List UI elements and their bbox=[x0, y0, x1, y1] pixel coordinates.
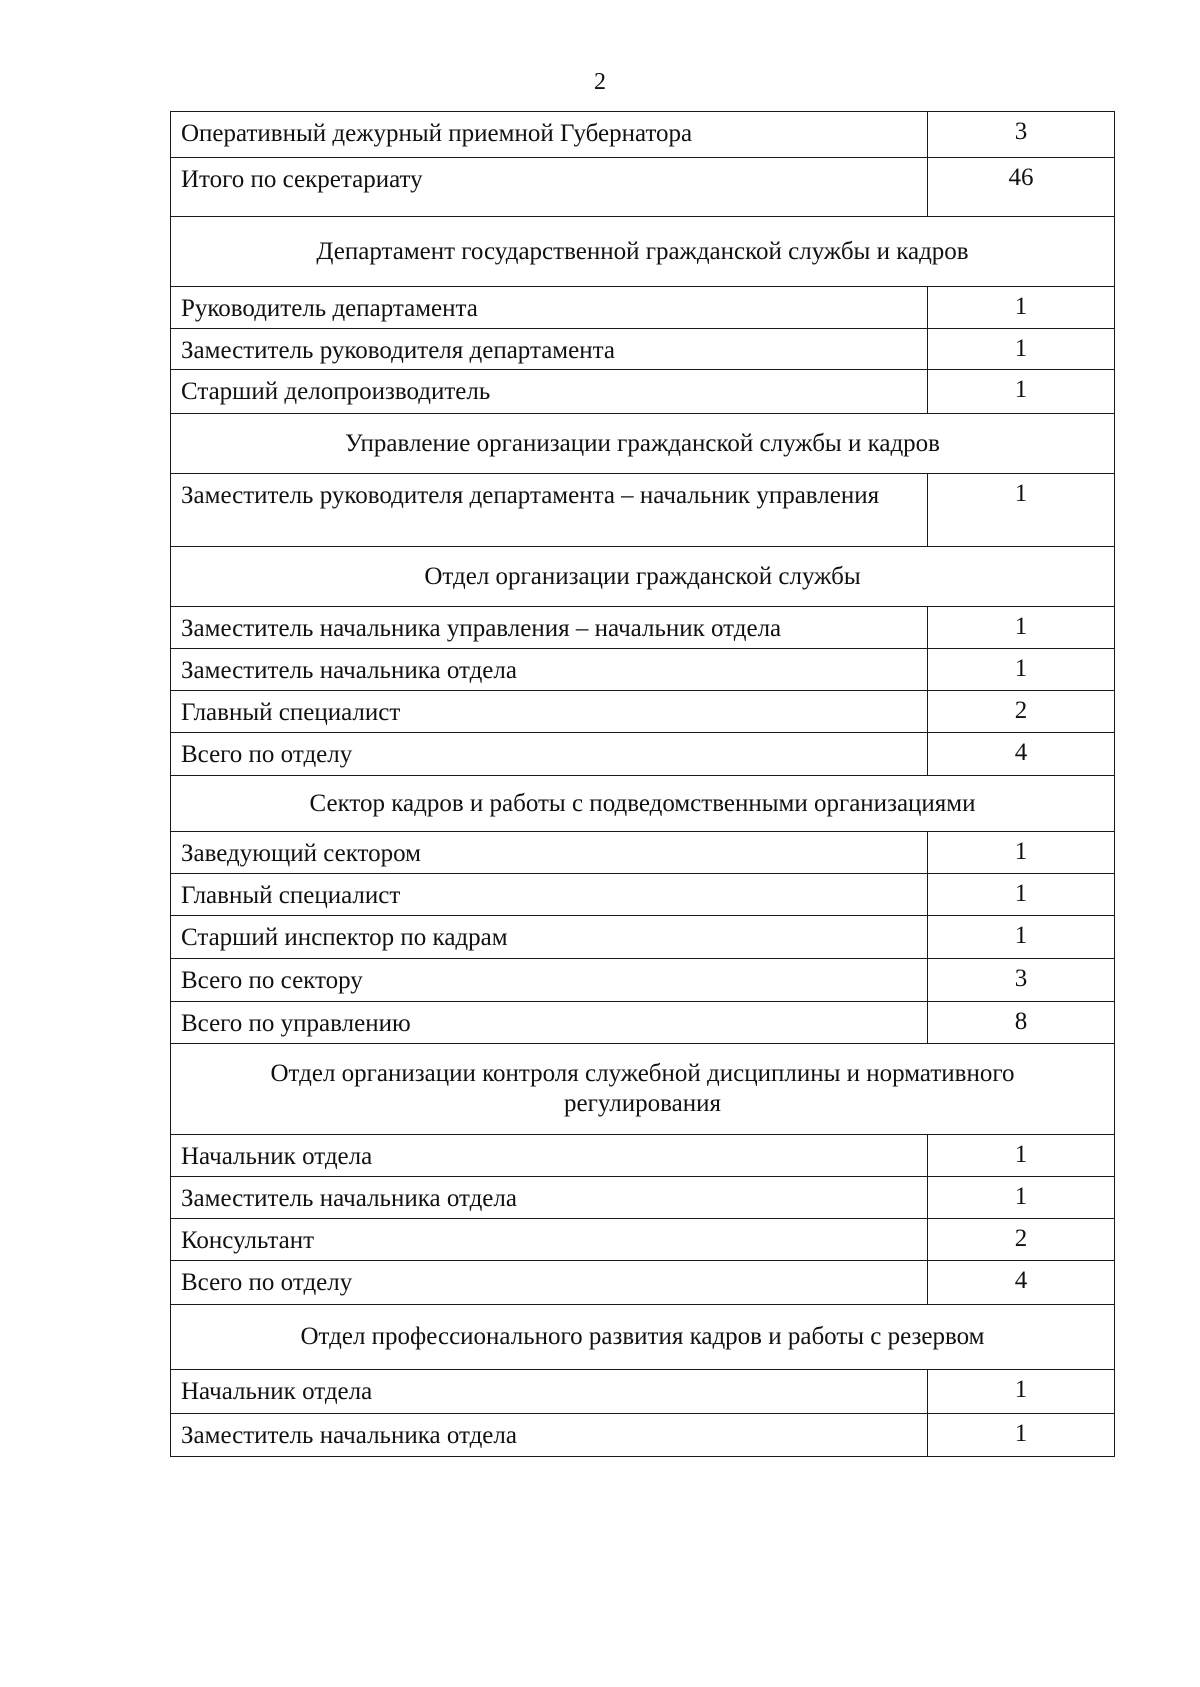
table-row bbox=[171, 474, 1115, 547]
staff-count: 1 bbox=[928, 287, 1115, 329]
staff-count: 1 bbox=[928, 1135, 1115, 1177]
section-header-row bbox=[171, 547, 1115, 607]
position-name: Главный специалист bbox=[171, 874, 928, 916]
position-name: Главный специалист bbox=[171, 691, 928, 733]
table-row bbox=[171, 733, 1115, 776]
position-name: Заместитель начальника отдела bbox=[171, 1414, 928, 1457]
table-row bbox=[171, 1135, 1115, 1177]
table-row bbox=[171, 607, 1115, 649]
position-name: Старший делопроизводитель bbox=[171, 370, 928, 414]
position-name: Оперативный дежурный приемной Губернатора bbox=[171, 112, 928, 158]
table-row bbox=[171, 1177, 1115, 1219]
section-title: Отдел профессионального развития кадров и работы с резервом bbox=[171, 1305, 1115, 1370]
section-title: Отдел организации контроля служебной дисциплины и нормативного регулирования bbox=[171, 1044, 1115, 1135]
staff-count: 2 bbox=[928, 691, 1115, 733]
section-title: Департамент государственной гражданской службы и кадров bbox=[171, 217, 1115, 287]
staff-count: 3 bbox=[928, 959, 1115, 1002]
staff-count: 1 bbox=[928, 1370, 1115, 1414]
staffing-table-body bbox=[171, 112, 1115, 1457]
position-name: Заместитель начальника отдела bbox=[171, 649, 928, 691]
page-number: 2 bbox=[594, 69, 606, 95]
position-name: Всего по отделу bbox=[171, 733, 928, 776]
section-header-row bbox=[171, 414, 1115, 474]
table-row bbox=[171, 916, 1115, 959]
staff-count: 4 bbox=[928, 1261, 1115, 1305]
position-name: Начальник отдела bbox=[171, 1370, 928, 1414]
position-name: Заместитель начальника отдела bbox=[171, 1177, 928, 1219]
staff-count: 3 bbox=[928, 112, 1115, 158]
staff-count: 46 bbox=[928, 158, 1115, 217]
table-row bbox=[171, 158, 1115, 217]
section-header-row bbox=[171, 776, 1115, 832]
position-name: Руководитель департамента bbox=[171, 287, 928, 329]
position-name: Заместитель руководителя департамента bbox=[171, 329, 928, 370]
position-name: Старший инспектор по кадрам bbox=[171, 916, 928, 959]
table-row bbox=[171, 1414, 1115, 1457]
table-row bbox=[171, 1261, 1115, 1305]
position-name: Заместитель начальника управления – начальник отдела bbox=[171, 607, 928, 649]
table-row bbox=[171, 874, 1115, 916]
section-title: Отдел организации гражданской службы bbox=[171, 547, 1115, 607]
position-name: Заместитель руководителя департамента – начальник управления bbox=[171, 474, 928, 547]
table-row bbox=[171, 287, 1115, 329]
staff-count: 8 bbox=[928, 1002, 1115, 1044]
position-name: Консультант bbox=[171, 1219, 928, 1261]
staffing-table bbox=[170, 111, 1115, 1457]
position-name: Итого по секретариату bbox=[171, 158, 928, 217]
staff-count: 1 bbox=[928, 370, 1115, 414]
staff-count: 1 bbox=[928, 649, 1115, 691]
table-row bbox=[171, 1370, 1115, 1414]
section-title: Сектор кадров и работы с подведомственными организациями bbox=[171, 776, 1115, 832]
staff-count: 1 bbox=[928, 1414, 1115, 1457]
staff-count: 2 bbox=[928, 1219, 1115, 1261]
section-header-row bbox=[171, 1305, 1115, 1370]
section-header-row bbox=[171, 217, 1115, 287]
staff-count: 1 bbox=[928, 607, 1115, 649]
position-name: Всего по управлению bbox=[171, 1002, 928, 1044]
staff-count: 4 bbox=[928, 733, 1115, 776]
table-row bbox=[171, 1219, 1115, 1261]
position-name: Всего по сектору bbox=[171, 959, 928, 1002]
table-row bbox=[171, 1002, 1115, 1044]
section-title: Управление организации гражданской службы и кадров bbox=[171, 414, 1115, 474]
staff-count: 1 bbox=[928, 1177, 1115, 1219]
table-row bbox=[171, 832, 1115, 874]
staff-count: 1 bbox=[928, 474, 1115, 547]
table-row bbox=[171, 959, 1115, 1002]
staff-count: 1 bbox=[928, 329, 1115, 370]
table-row bbox=[171, 649, 1115, 691]
staff-count: 1 bbox=[928, 832, 1115, 874]
table-row bbox=[171, 691, 1115, 733]
table-row bbox=[171, 370, 1115, 414]
section-header-row bbox=[171, 1044, 1115, 1135]
table-row bbox=[171, 329, 1115, 370]
position-name: Начальник отдела bbox=[171, 1135, 928, 1177]
position-name: Заведующий сектором bbox=[171, 832, 928, 874]
staff-count: 1 bbox=[928, 916, 1115, 959]
staff-count: 1 bbox=[928, 874, 1115, 916]
table-row bbox=[171, 112, 1115, 158]
position-name: Всего по отделу bbox=[171, 1261, 928, 1305]
